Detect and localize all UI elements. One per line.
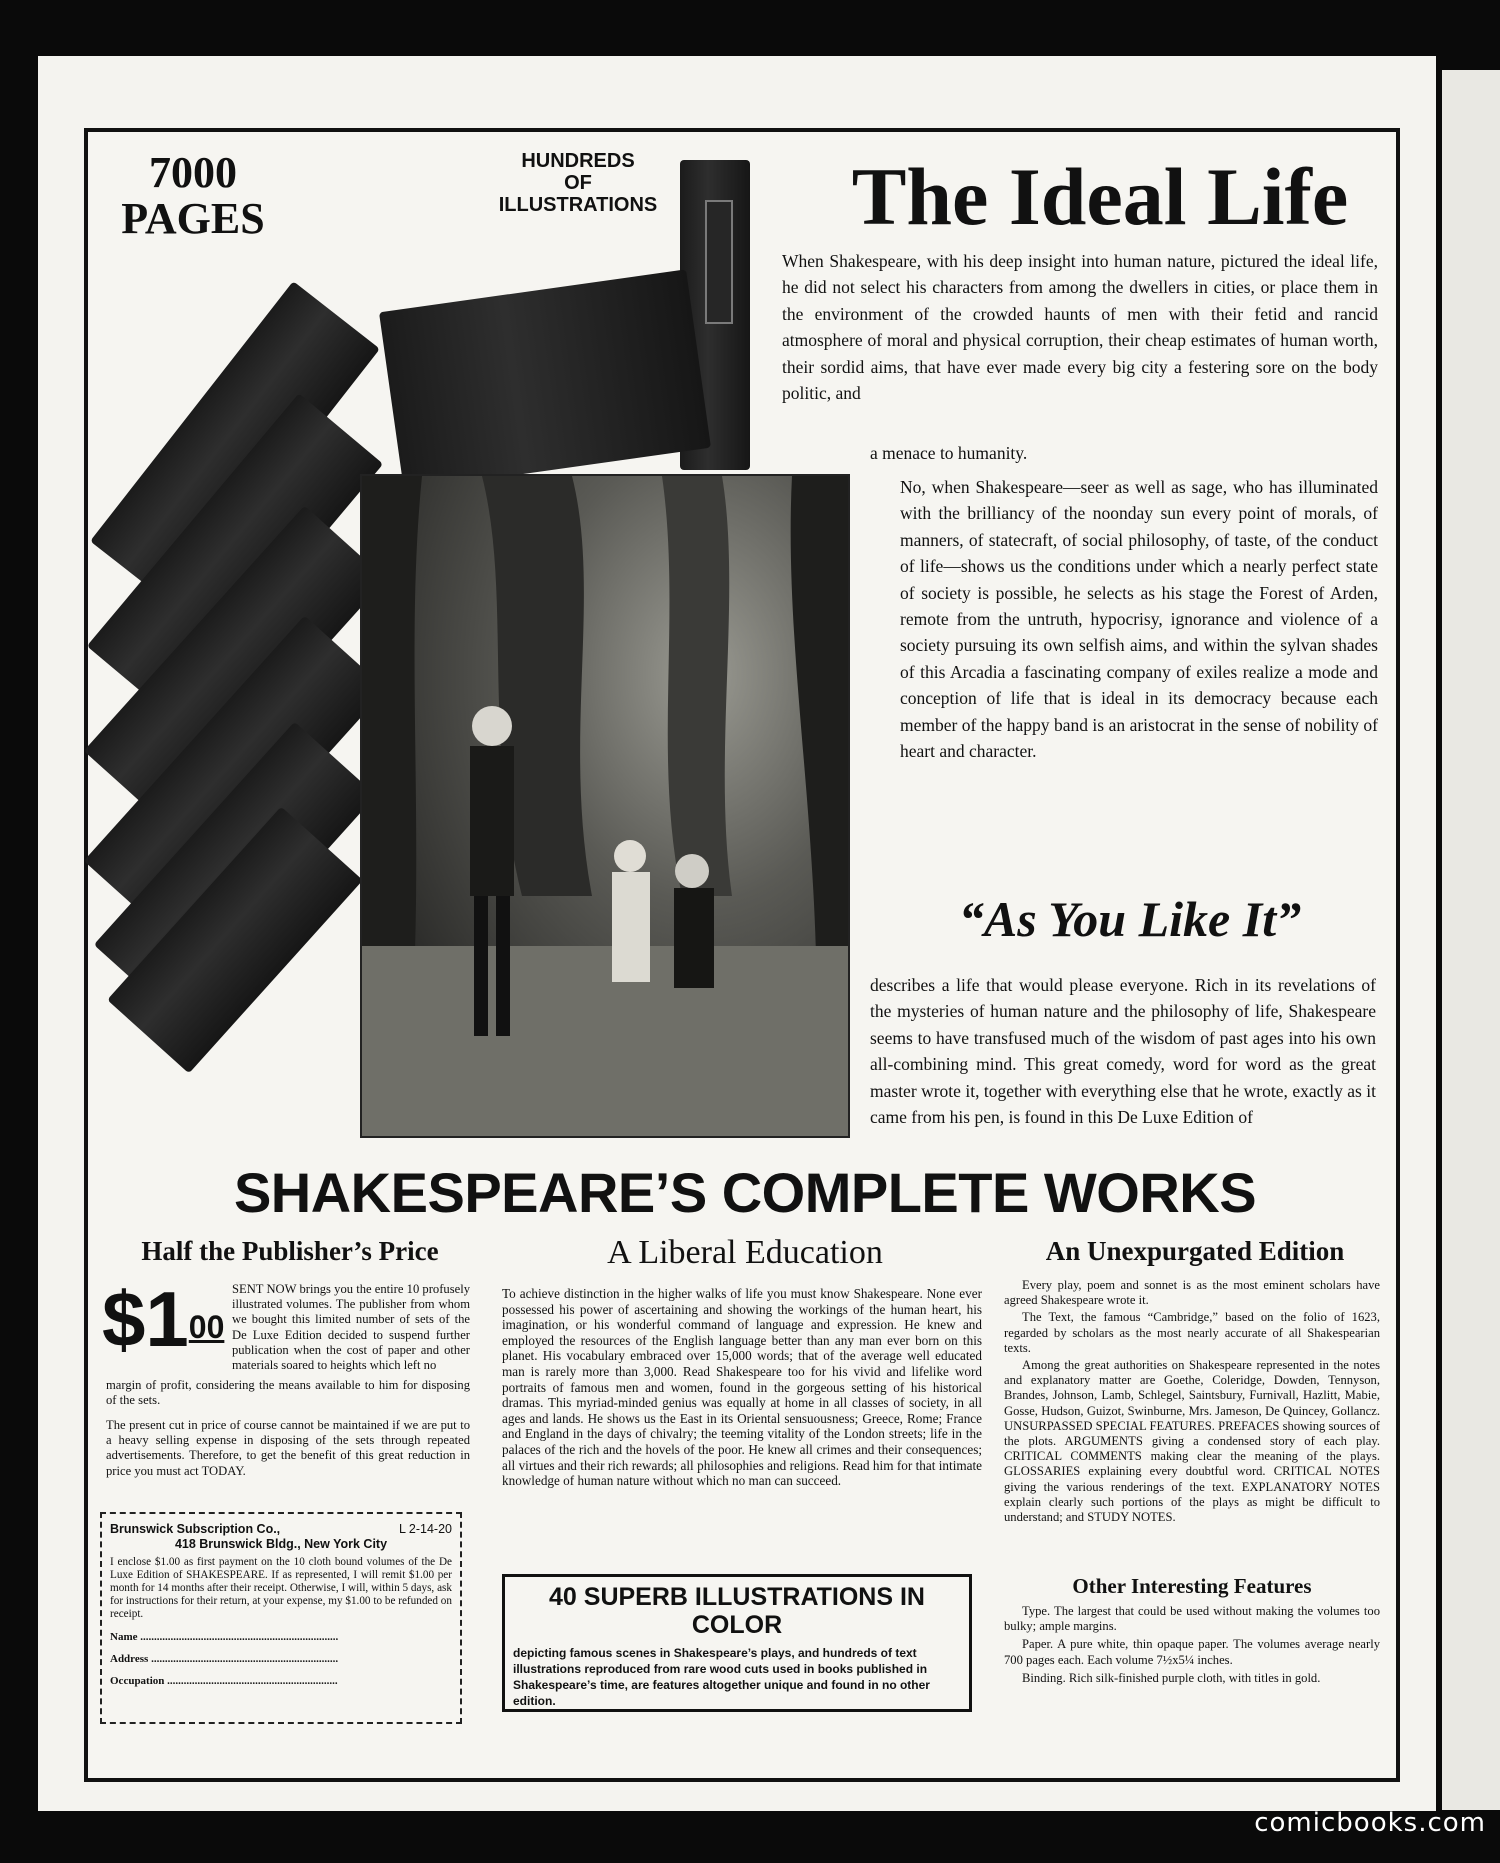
order-coupon[interactable] [100, 1512, 462, 1724]
liberal-education-heading: A Liberal Education [607, 1234, 883, 1271]
book-lying [379, 269, 711, 490]
feature-type: Type. The largest that could be used without making the volumes too bulky; ample margins. [1004, 1604, 1380, 1634]
coupon-address: 418 Brunswick Bldg., New York City [174, 1537, 388, 1551]
book-spine-label [705, 200, 733, 324]
comedy-paragraph: describes a life that would please everyone. Rich in its revelations of the mysteries of human nature and the philosophy of life, Shakespeare seems to have transfused much of the wisdom of past ages into his own all-combining mind. This great comedy, word for word as the great master wrote it, together with everything else that he wrote, exactly as it came from his pen, is found in this De Luxe Edition of [870, 975, 1376, 1128]
feature-paper: Paper. A pure white, thin opaque paper. The volumes average nearly 700 pages each. Each volume 7½x5¼ inches. [1004, 1637, 1380, 1667]
unexpurgated-p1: Every play, poem and sonnet is as the most eminent scholars have agreed Shakespeare wrote it. [1004, 1278, 1380, 1308]
intro-paragraph: When Shakespeare, with his deep insight into human nature, pictured the ideal life, he did not select his characters from among the dwellers in cities, or place them in the environment of the crowded haunts of men with their fetid and rancid atmosphere of moral and physical corruption, their cheap estimates of human worth, their sordid aims, that have ever made every big city a festering sore on the body politic, and [782, 251, 1378, 404]
coupon-header [110, 1522, 452, 1537]
price-cents: 00 [188, 1309, 225, 1345]
liberal-education-text: To achieve distinction in the higher walks of life you must know Shakespeare. None ever possessed his power of ascertaining and showing the workings of the human heart, his imagination, or his wonderful command of language and expression. He knew and employed the resources of the English language better than any man ever born on this planet. His vocabulary embraced over 15,000 words; that of the average well educated man is rarely more than 3,000. Read Shakespeare too for his vivid and lifelike word portraits of famous men and women, found in the gorgeous setting of his historical dramas. This myriad-minded genius was equally at home in all classes of society, in all ages and lands. He shows us the East in its Oriental sensuousness; Greece, Rome; France and England in the days of chivalry; the teeming vitality of the London streets; life in the palaces of the rich and the hovels of the poor. He knew all crimes and their consequences; all virtues and their rich rewards; all philosophies and religions. Read him for that intimate knowledge of human nature without which no man can succeed. [502, 1286, 982, 1489]
illustrations-box-title: 40 SUPERB ILLUSTRATIONS IN COLOR [549, 1583, 925, 1639]
address-label: Address [110, 1653, 149, 1665]
coupon-company: Brunswick Subscription Co., [110, 1522, 281, 1536]
intro-paragraph-end: a menace to humanity. [870, 443, 1028, 463]
profit-margin-text: margin of profit, considering the means available to him for disposing of the sets. [106, 1378, 470, 1408]
as-you-like-it-heading: “As You Like It” [958, 891, 1302, 947]
unexpurgated-p3: Among the great authorities on Shakespeare represented in the notes and explanatory matter are Goethe, Coleridge, Dowden, Tennyson, Brandes, Johnson, Lamb, Schlegel, Saintsbury, Furnivall, Hazlitt, Mabie, Gosse, Hudson, Guizot, Swinburne, Mrs. Jameson, De Quincey, Gollancz. UNSURPASSED SPECIAL FEATURES. PREFACES showing sources of the plots. ARGUMENTS giving a condensed story of each play. CRITICAL COMMENTS making clear the meaning of the plays. GLOSSARIES explaining every doubtful word. CRITICAL NOTES giving the various renderings of the text. EXPLANATORY NOTES explain clearly such portions of the plays as might be difficult to understand; and STUDY NOTES. [1004, 1358, 1380, 1525]
other-features-heading: Other Interesting Features [1072, 1574, 1312, 1598]
illustrations-count-label: HUNDREDS OF ILLUSTRATIONS [498, 150, 658, 216]
forest-of-arden-illustration [360, 474, 850, 1138]
illustrations-box-text: depicting famous scenes in Shakespeare’s plays, and hundreds of text illustrations reproduced from rare wood cuts used in books published in Shakespeare’s time, are features altogether unique and found in no other edition. [513, 1646, 930, 1708]
illustrations-box [502, 1574, 972, 1712]
feature-binding: Binding. Rich silk-finished purple cloth, with titles in gold. [1022, 1670, 1321, 1685]
unexpurgated-text [1004, 1278, 1380, 1527]
coupon-occupation-field[interactable]: Occupation .............................................................. [110, 1675, 338, 1687]
coupon-address-field[interactable]: Address .................................................................... [110, 1653, 339, 1665]
forest-scene-svg [362, 476, 848, 1136]
pages-count-label: 7000 PAGES [121, 148, 265, 243]
price [102, 1275, 232, 1363]
name-label: Name [110, 1631, 138, 1643]
sent-now-text: SENT NOW brings you the entire 10 profusely illustrated volumes. The publisher from whom we bought this limited number of sets of the De Luxe Edition decided to suspend further publication when the cost of paper and other materials soared to heights which left no [232, 1282, 470, 1373]
price-dollar: $1 [102, 1275, 189, 1363]
occupation-label: Occupation [110, 1675, 165, 1687]
adjacent-page-edge [1442, 70, 1500, 1810]
coupon-terms: I enclose $1.00 as first payment on the 10 cloth bound volumes of the De Luxe Edition of SHAKESPEARE. If as represented, I will remit $1.00 per month for 14 months after their receipt. Otherwise, I will, within 5 days, ask for instructions for their return, at your expense, my $1.00 to be refunded on receipt. [110, 1556, 452, 1620]
half-price-heading: Half the Publisher’s Price [141, 1236, 439, 1266]
other-features-text [1004, 1604, 1380, 1689]
headline: The Ideal Life [851, 151, 1349, 242]
site-watermark: comicbooks.com [1254, 1808, 1486, 1838]
unexpurgated-p2: The Text, the famous “Cambridge,” based on the folio of 1623, regarded by scholars as the most nearly accurate of all Shakespearian texts. [1004, 1310, 1380, 1355]
unexpurgated-heading: An Unexpurgated Edition [1045, 1236, 1345, 1266]
main-title: SHAKESPEARE’S COMPLETE WORKS [233, 1161, 1257, 1224]
coupon-name-field[interactable]: Name ........................................................................ [110, 1631, 339, 1643]
act-today-text: The present cut in price of course cannot be maintained if we are put to a heavy selling expense in disposing of the sets through repeated advertisements. Therefore, to get the benefit of this great reduction in price you must act TODAY. [106, 1418, 470, 1478]
arden-paragraph: No, when Shakespeare—seer as well as sage, who has illuminated with the brilliancy of the noonday sun every point of morals, of manners, of statecraft, of social philosophy, of taste, of the conduct of life—shows us the conditions under which a nearly perfect state of society is possible, he selects as his stage the Forest of Arden, remote from the untruth, hypocrisy, ignorance and violence of a society pursuing its own selfish aims, and within the sylvan shades of this Arcadia a fascinating company of exiles realize a mode and conception of life that is ideal in its democracy because each member of the happy band is an aristocrat in the sense of nobility of heart and character. [900, 477, 1378, 762]
coupon-code: L 2-14-20 [398, 1522, 452, 1536]
